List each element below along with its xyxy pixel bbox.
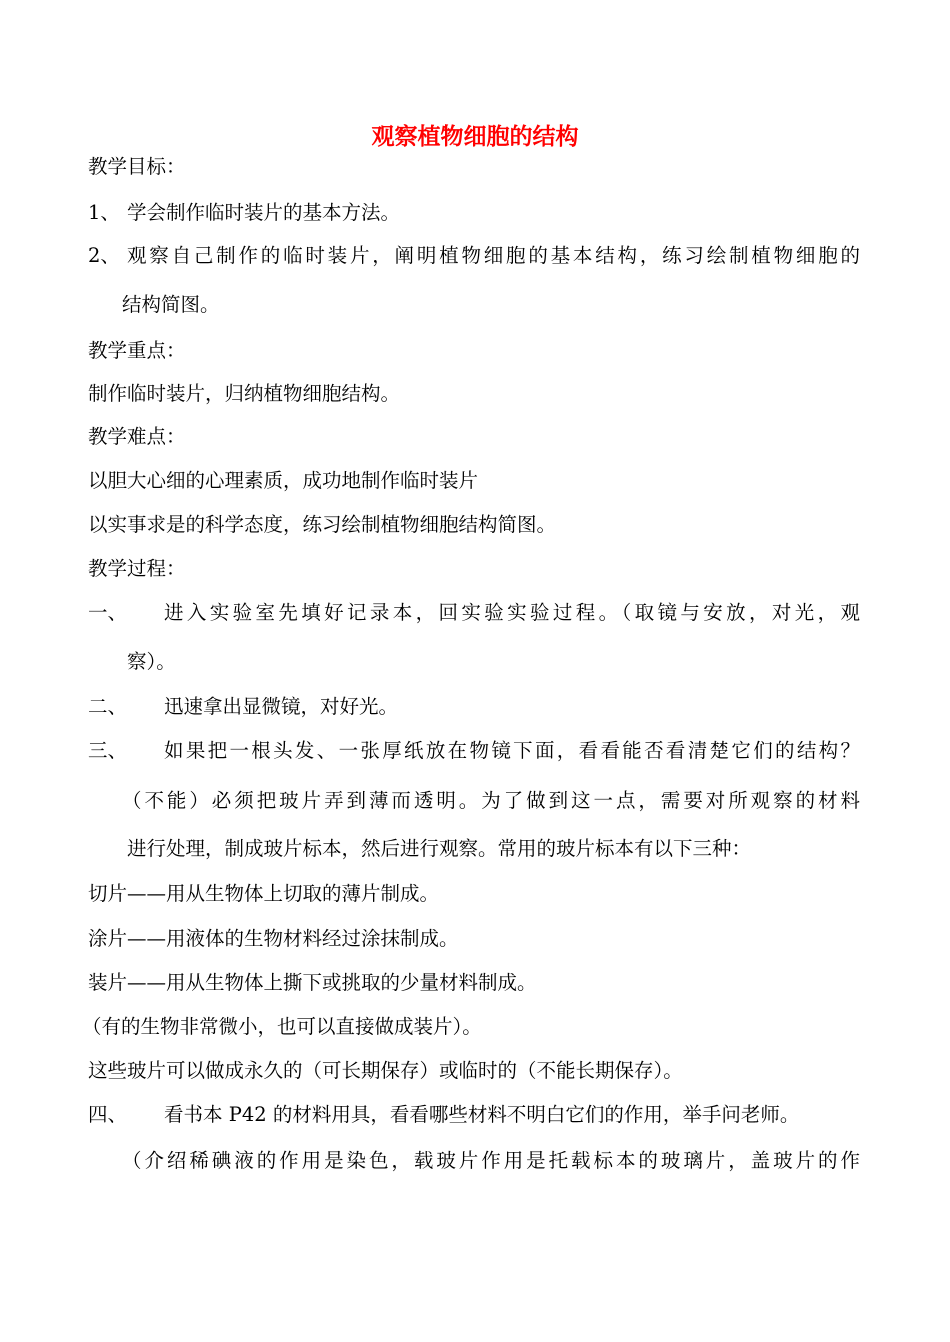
difficulty-line-1: 以胆大心细的心理素质，成功地制作临时装片 [88,469,479,492]
step-1-line2: 察）。 [127,650,176,673]
step-4-line1: 看书本 P42 的材料用具，看看哪些材料不明白它们的作用，举手问老师。 [164,1103,800,1126]
objective-1-text: 学会制作临时装片的基本方法。 [127,201,401,224]
objective-2-text-line2: 结构简图。 [122,293,220,316]
objective-2-number: 2、 [88,244,120,267]
difficulty-heading: 教学难点： [88,425,186,448]
step-4-number: 四、 [88,1103,128,1126]
step-4-line2: （介绍稀碘液的作用是染色，载玻片作用是托载标本的玻璃片，盖玻片的作 [122,1149,860,1172]
key-points-text: 制作临时装片，归纳植物细胞结构。 [88,382,401,405]
difficulty-line-2: 以实事求是的科学态度，练习绘制植物细胞结构简图。 [88,513,557,536]
document-title: 观察植物细胞的结构 [371,123,579,150]
step-1-line1: 进入实验室先填好记录本，回实验实验过程。（取镜与安放，对光，观 [164,601,860,624]
step-1-number: 一、 [88,601,128,624]
note-permanent-slides: 这些玻片可以做成永久的（可长期保存）或临时的（不能长期保存）。 [88,1059,683,1082]
objective-1-number: 1、 [88,201,120,224]
step-3-line3: 进行处理，制成玻片标本，然后进行观察。常用的玻片标本有以下三种： [127,837,752,860]
step-2-line1: 迅速拿出显微镜，对好光。 [164,695,399,718]
step-3-line2: （不能）必须把玻片弄到薄而透明。为了做到这一点，需要对所观察的材料 [122,789,860,812]
step-3-line1: 如果把一根头发、一张厚纸放在物镜下面，看看能否看清楚它们的结构？ [164,739,860,762]
step-2-number: 二、 [88,695,128,718]
process-heading: 教学过程： [88,557,186,580]
slide-type-smear: 涂片——用液体的生物材料经过涂抹制成。 [88,927,459,950]
slide-type-section: 切片——用从生物体上切取的薄片制成。 [88,882,440,905]
step-3-number: 三、 [88,739,128,762]
objective-2-text-line1: 观察自己制作的临时装片，阐明植物细胞的基本结构，练习绘制植物细胞的 [127,244,860,267]
slide-type-mount: 装片——用从生物体上撕下或挑取的少量材料制成。 [88,971,537,994]
note-small-organisms: （有的生物非常微小，也可以直接做成装片）。 [82,1015,482,1038]
key-points-heading: 教学重点： [88,339,186,362]
objectives-heading: 教学目标： [88,155,186,178]
